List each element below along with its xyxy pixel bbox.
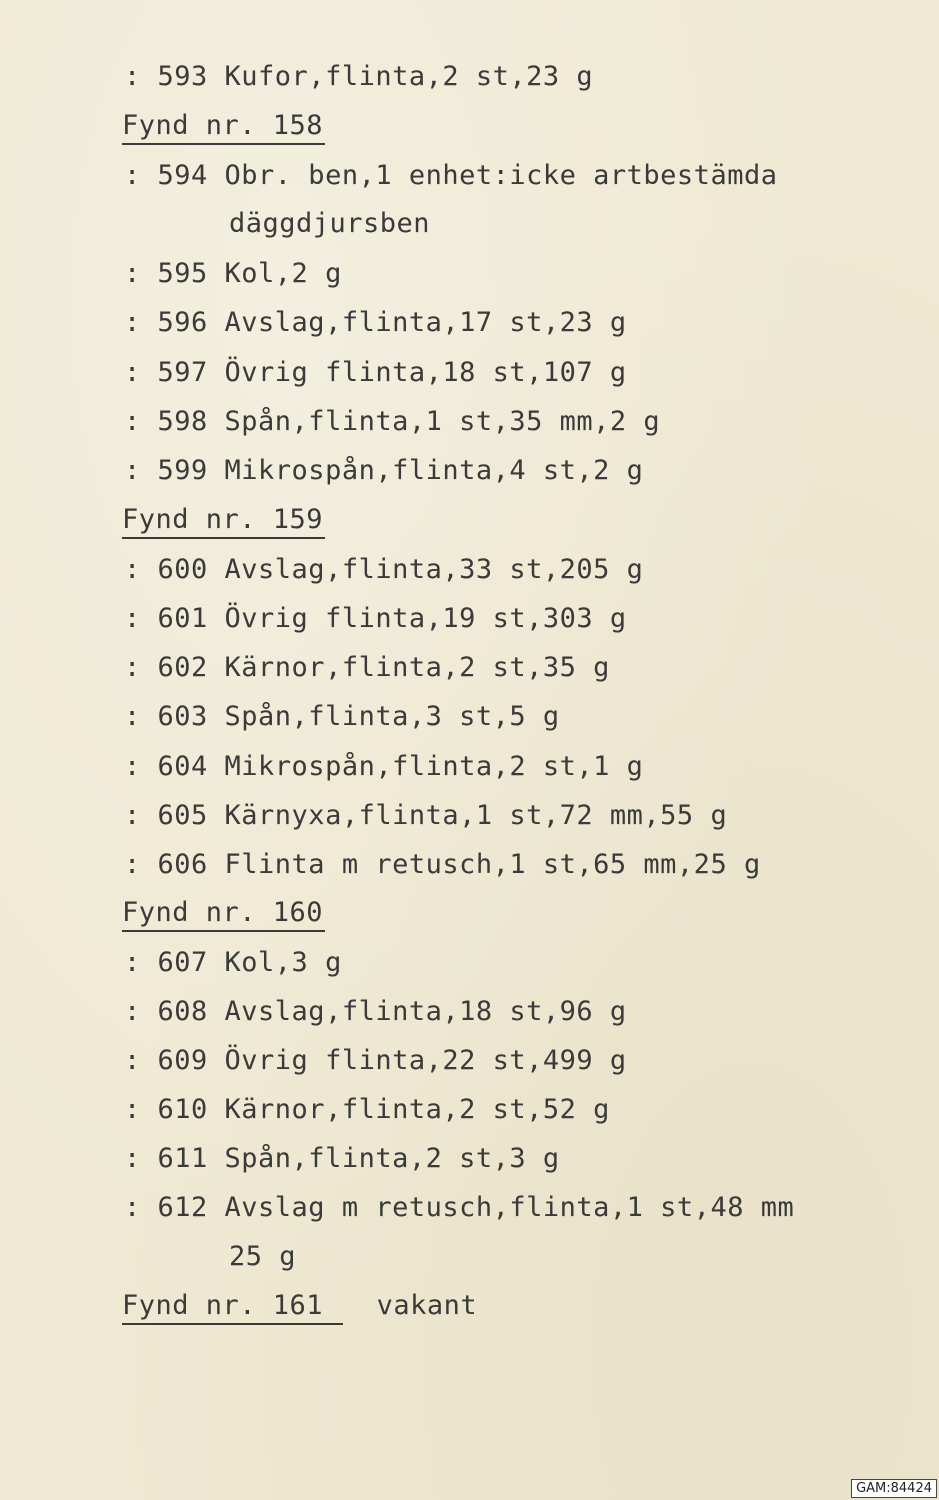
- catalog-stamp: GAM:84424: [851, 1479, 937, 1498]
- list-item: : 609 Övrig flinta,22 st,499 g: [124, 1045, 627, 1076]
- section-heading: [122, 503, 325, 537]
- list-item: : 601 Övrig flinta,19 st,303 g: [124, 603, 627, 634]
- list-item: : 612 Avslag m retusch,flinta,1 st,48 mm: [124, 1192, 795, 1223]
- list-item: : 594 Obr. ben,1 enhet:icke artbestämda: [124, 160, 778, 191]
- list-item: : 607 Kol,3 g: [124, 947, 342, 978]
- vacant-note: vakant: [376, 1290, 478, 1321]
- list-item-continuation: däggdjursben: [229, 208, 431, 239]
- list-item: : 598 Spån,flinta,1 st,35 mm,2 g: [124, 406, 661, 437]
- list-item: : 599 Mikrospån,flinta,4 st,2 g: [124, 455, 644, 486]
- list-item: : 608 Avslag,flinta,18 st,96 g: [124, 996, 627, 1027]
- section-heading: [122, 896, 325, 930]
- list-item: : 600 Avslag,flinta,33 st,205 g: [124, 554, 644, 585]
- list-item: : 595 Kol,2 g: [124, 258, 342, 289]
- list-item: : 603 Spån,flinta,3 st,5 g: [124, 701, 560, 732]
- list-item: : 593 Kufor,flinta,2 st,23 g: [124, 61, 594, 92]
- section-heading-text: Fynd nr. 161: [122, 1290, 343, 1325]
- list-item: : 610 Kärnor,flinta,2 st,52 g: [124, 1094, 610, 1125]
- section-heading-text: Fynd nr. 160: [122, 897, 325, 932]
- section-heading: [122, 1289, 477, 1323]
- list-item-continuation: 25 g: [229, 1241, 297, 1272]
- section-heading-text: Fynd nr. 159: [122, 504, 325, 539]
- list-item: : 602 Kärnor,flinta,2 st,35 g: [124, 652, 610, 683]
- list-item: : 605 Kärnyxa,flinta,1 st,72 mm,55 g: [124, 800, 728, 831]
- section-heading-note: [343, 1290, 377, 1321]
- list-item: : 611 Spån,flinta,2 st,3 g: [124, 1143, 560, 1174]
- list-item: : 606 Flinta m retusch,1 st,65 mm,25 g: [124, 849, 761, 880]
- list-item: : 596 Avslag,flinta,17 st,23 g: [124, 307, 627, 338]
- list-item: : 597 Övrig flinta,18 st,107 g: [124, 357, 627, 388]
- section-heading: [122, 109, 325, 143]
- list-item: : 604 Mikrospån,flinta,2 st,1 g: [124, 751, 644, 782]
- section-heading-text: Fynd nr. 158: [122, 110, 325, 145]
